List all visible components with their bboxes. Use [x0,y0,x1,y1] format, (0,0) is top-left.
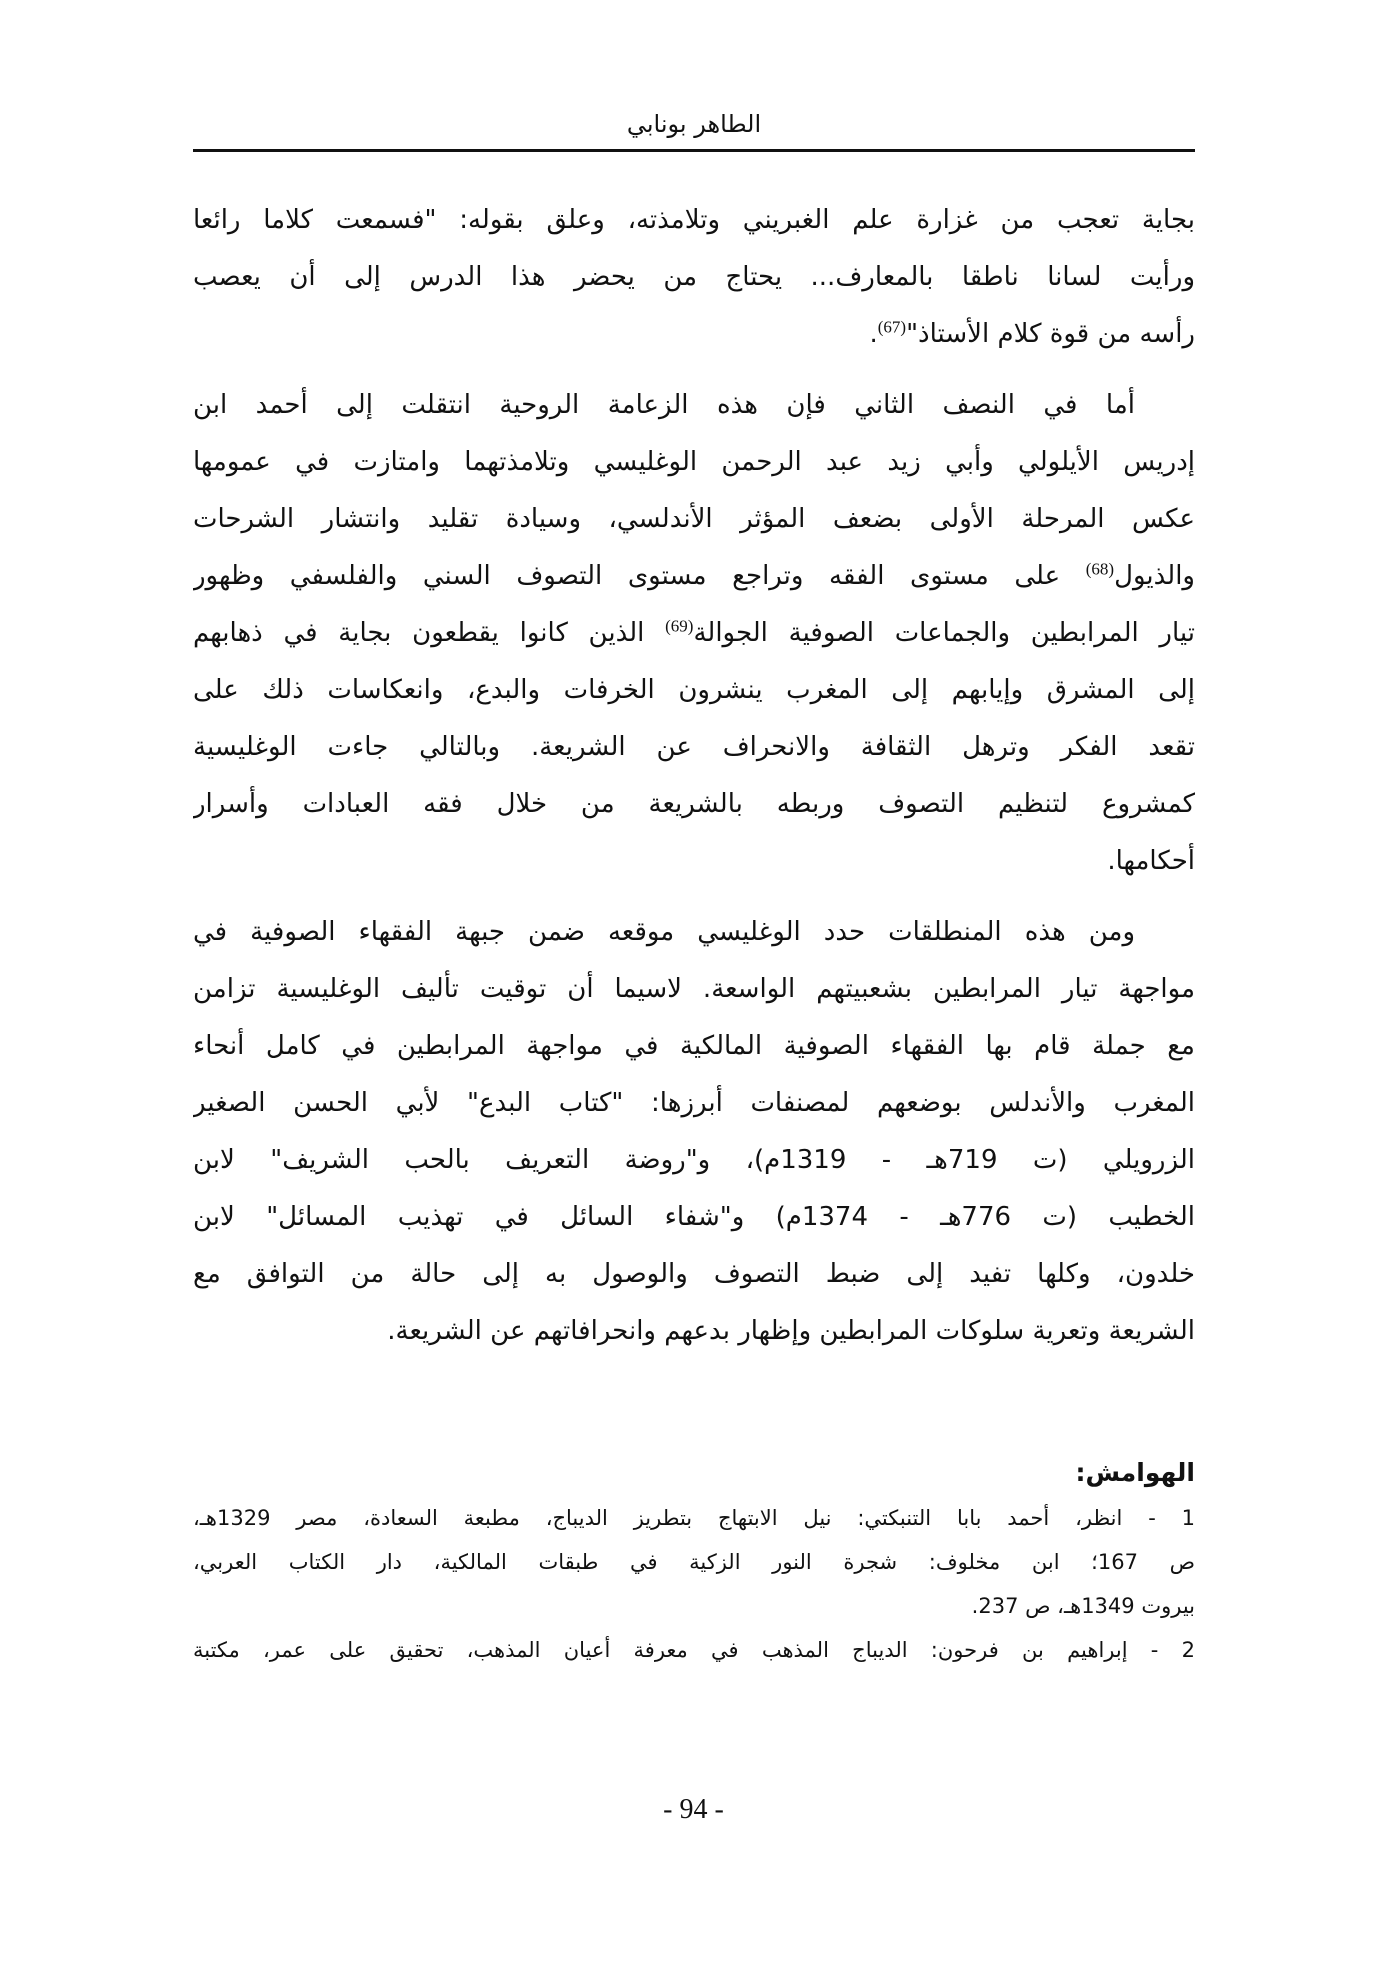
text-line [193,1246,1195,1303]
footnote-reference[interactable]: (67) [877,317,907,337]
line-text: الخطيب (ت 776هـ - 1374م) و"شفاء السائل في تهذيب المسائل" لابن [193,1202,1195,1232]
running-header-author: الطاهر بونابي [626,110,762,138]
footnote-reference[interactable]: (69) [665,616,694,636]
text-line [193,1018,1195,1075]
paragraph [193,192,1195,363]
line-text: تقعد الفكر وترهل الثقافة والانحراف عن الشريعة. وبالتالي جاءت الوغليسية [193,732,1195,762]
line-text: ورأيت لسانا ناطقا بالمعارف... يحتاج من يحضر هذا الدرس إلى أن يعصب [193,262,1195,292]
text-line [193,192,1195,249]
footnotes-section [193,1450,1195,1672]
text-line [193,434,1195,491]
header-rule [193,149,1195,152]
text-line [193,605,1195,662]
footnote-line: بيروت 1349هـ، ص 237. [971,1594,1195,1618]
line-text: عكس المرحلة الأولى بضعف المؤثر الأندلسي، وسيادة تقليد وانتشار الشرحات [193,504,1195,534]
line-text: إلى المشرق وإيابهم إلى المغرب ينشرون الخرفات والبدع، وانعكاسات ذلك على [193,675,1195,705]
text-line [193,491,1195,548]
text-line [193,377,1195,434]
footnotes-title: الهوامش: [1075,1458,1195,1487]
line-text: إدريس الأيلولي وأبي زيد عبد الرحمن الوغليسي وتلامذتهما وامتازت في عمومها [193,447,1195,477]
text-line [193,719,1195,776]
text-line [193,961,1195,1018]
text-line [193,1075,1195,1132]
footnote-reference[interactable]: (68) [1085,559,1115,579]
text-line [193,662,1195,719]
line-text: أحكامها. [1107,846,1195,876]
line-text: بجاية تعجب من غزارة علم الغبريني وتلامذته، وعلق بقوله: "فسمعت كلاما رائعا [193,205,1195,235]
line-text: . [869,319,878,349]
text-line [193,1189,1195,1246]
text-line [193,306,1195,363]
footnote [193,1628,1195,1672]
line-text: مواجهة تيار المرابطين بشعبيتهم الواسعة. لاسيما أن توقيت تأليف الوغليسية تزامن [193,974,1195,1004]
text-line [193,548,1195,605]
paragraph [193,904,1195,1360]
line-text: المغرب والأندلس بوضعهم لمصنفات أبرزها: "كتاب البدع" لأبي الحسن الصغير [193,1088,1195,1118]
line-text: الزرويلي (ت 719هـ - 1319م)، و"روضة التعريف بالحب الشريف" لابن [193,1145,1195,1175]
body-text [193,192,1195,1374]
line-text: على مستوى الفقه وتراجع مستوى التصوف السني والفلسفي وظهور [193,561,1086,591]
line-text: الشريعة وتعرية سلوكات المرابطين وإظهار بدعهم وانحرافاتهم عن الشريعة. [387,1316,1195,1346]
text-line [193,833,1195,890]
text-line [193,904,1195,961]
line-text: تيار المرابطين والجماعات الصوفية الجوالة [693,618,1195,648]
text-line [193,1132,1195,1189]
line-text: الذين كانوا يقطعون بجاية في ذهابهم [193,618,666,648]
footnote [193,1496,1195,1628]
line-text: ومن هذه المنطلقات حدد الوغليسي موقعه ضمن جبهة الفقهاء الصوفية في [193,917,1135,947]
line-text: والذيول [1114,561,1195,591]
line-text: مع جملة قام بها الفقهاء الصوفية المالكية في مواجهة المرابطين في كامل أنحاء [193,1031,1195,1061]
text-line [193,249,1195,306]
line-text: كمشروع لتنظيم التصوف وربطه بالشريعة من خلال فقه العبادات وأسرار [193,789,1195,819]
footnote-line: ص 167؛ ابن مخلوف: شجرة النور الزكية في طبقات المالكية، دار الكتاب العربي، [193,1550,1195,1574]
line-text: رأسه من قوة كلام الأستاذ" [906,319,1195,349]
footnote-line: 1 - انظر، أحمد بابا التنبكتي: نيل الابتهاج بتطريز الديباج، مطبعة السعادة، مصر 1329هـ، [193,1506,1195,1530]
page-number: - 94 - [663,1794,724,1825]
footnote-line: 2 - إبراهيم بن فرحون: الديباج المذهب في معرفة أعيان المذهب، تحقيق على عمر، مكتبة [193,1638,1195,1662]
text-line [193,776,1195,833]
line-text: أما في النصف الثاني فإن هذه الزعامة الروحية انتقلت إلى أحمد ابن [193,390,1135,420]
paragraph [193,377,1195,890]
line-text: خلدون، وكلها تفيد إلى ضبط التصوف والوصول به إلى حالة من التوافق مع [193,1259,1195,1289]
text-line [193,1303,1195,1360]
